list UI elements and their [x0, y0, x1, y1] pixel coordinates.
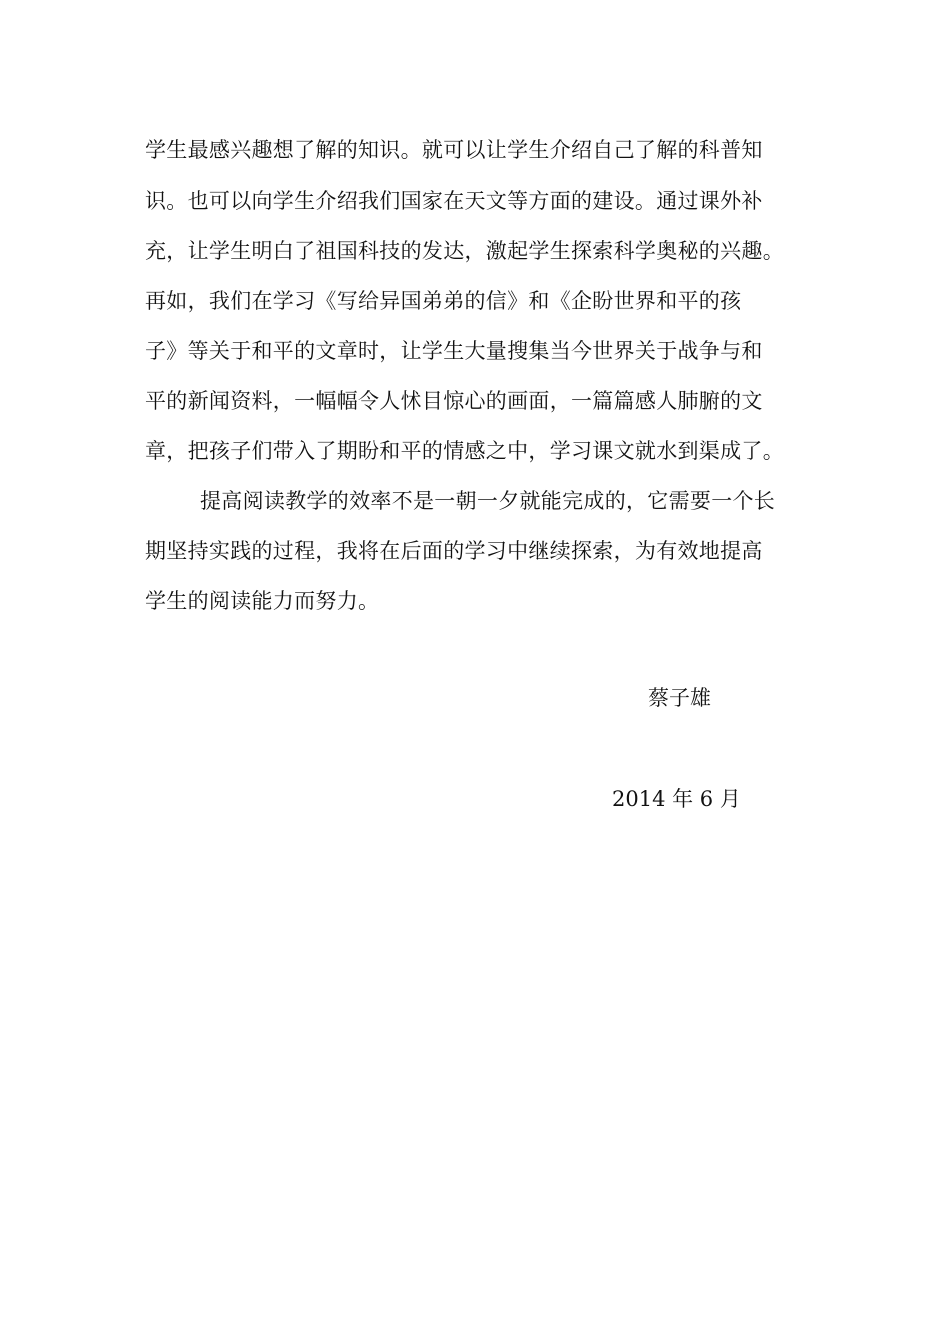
paragraph-line: 识。也可以向学生介绍我们国家在天文等方面的建设。通过课外补 — [145, 189, 763, 213]
paragraph-line: 再如，我们在学习《写给异国弟弟的信》和《企盼世界和平的孩 — [145, 289, 742, 313]
paragraph-line: 期坚持实践的过程，我将在后面的学习中继续探索，为有效地提高 — [145, 539, 763, 563]
document-date: 2014 年 6 月 — [612, 787, 741, 811]
author-signature: 蔡子雄 — [648, 686, 711, 710]
paragraph-line: 充，让学生明白了祖国科技的发达，激起学生探索科学奥秘的兴趣。 — [145, 239, 784, 263]
paragraph-line: 章，把孩子们带入了期盼和平的情感之中，学习课文就水到渠成了。 — [145, 439, 784, 463]
paragraph-line: 子》等关于和平的文章时，让学生大量搜集当今世界关于战争与和 — [145, 339, 763, 363]
paragraph-line: 平的新闻资料，一幅幅令人怵目惊心的画面，一篇篇感人肺腑的文 — [145, 389, 763, 413]
paragraph-line: 学生的阅读能力而努力。 — [145, 589, 380, 613]
paragraph-line: 学生最感兴趣想了解的知识。就可以让学生介绍自己了解的科普知 — [145, 138, 763, 162]
paragraph-line: 提高阅读教学的效率不是一朝一夕就能完成的，它需要一个长 — [200, 489, 776, 513]
